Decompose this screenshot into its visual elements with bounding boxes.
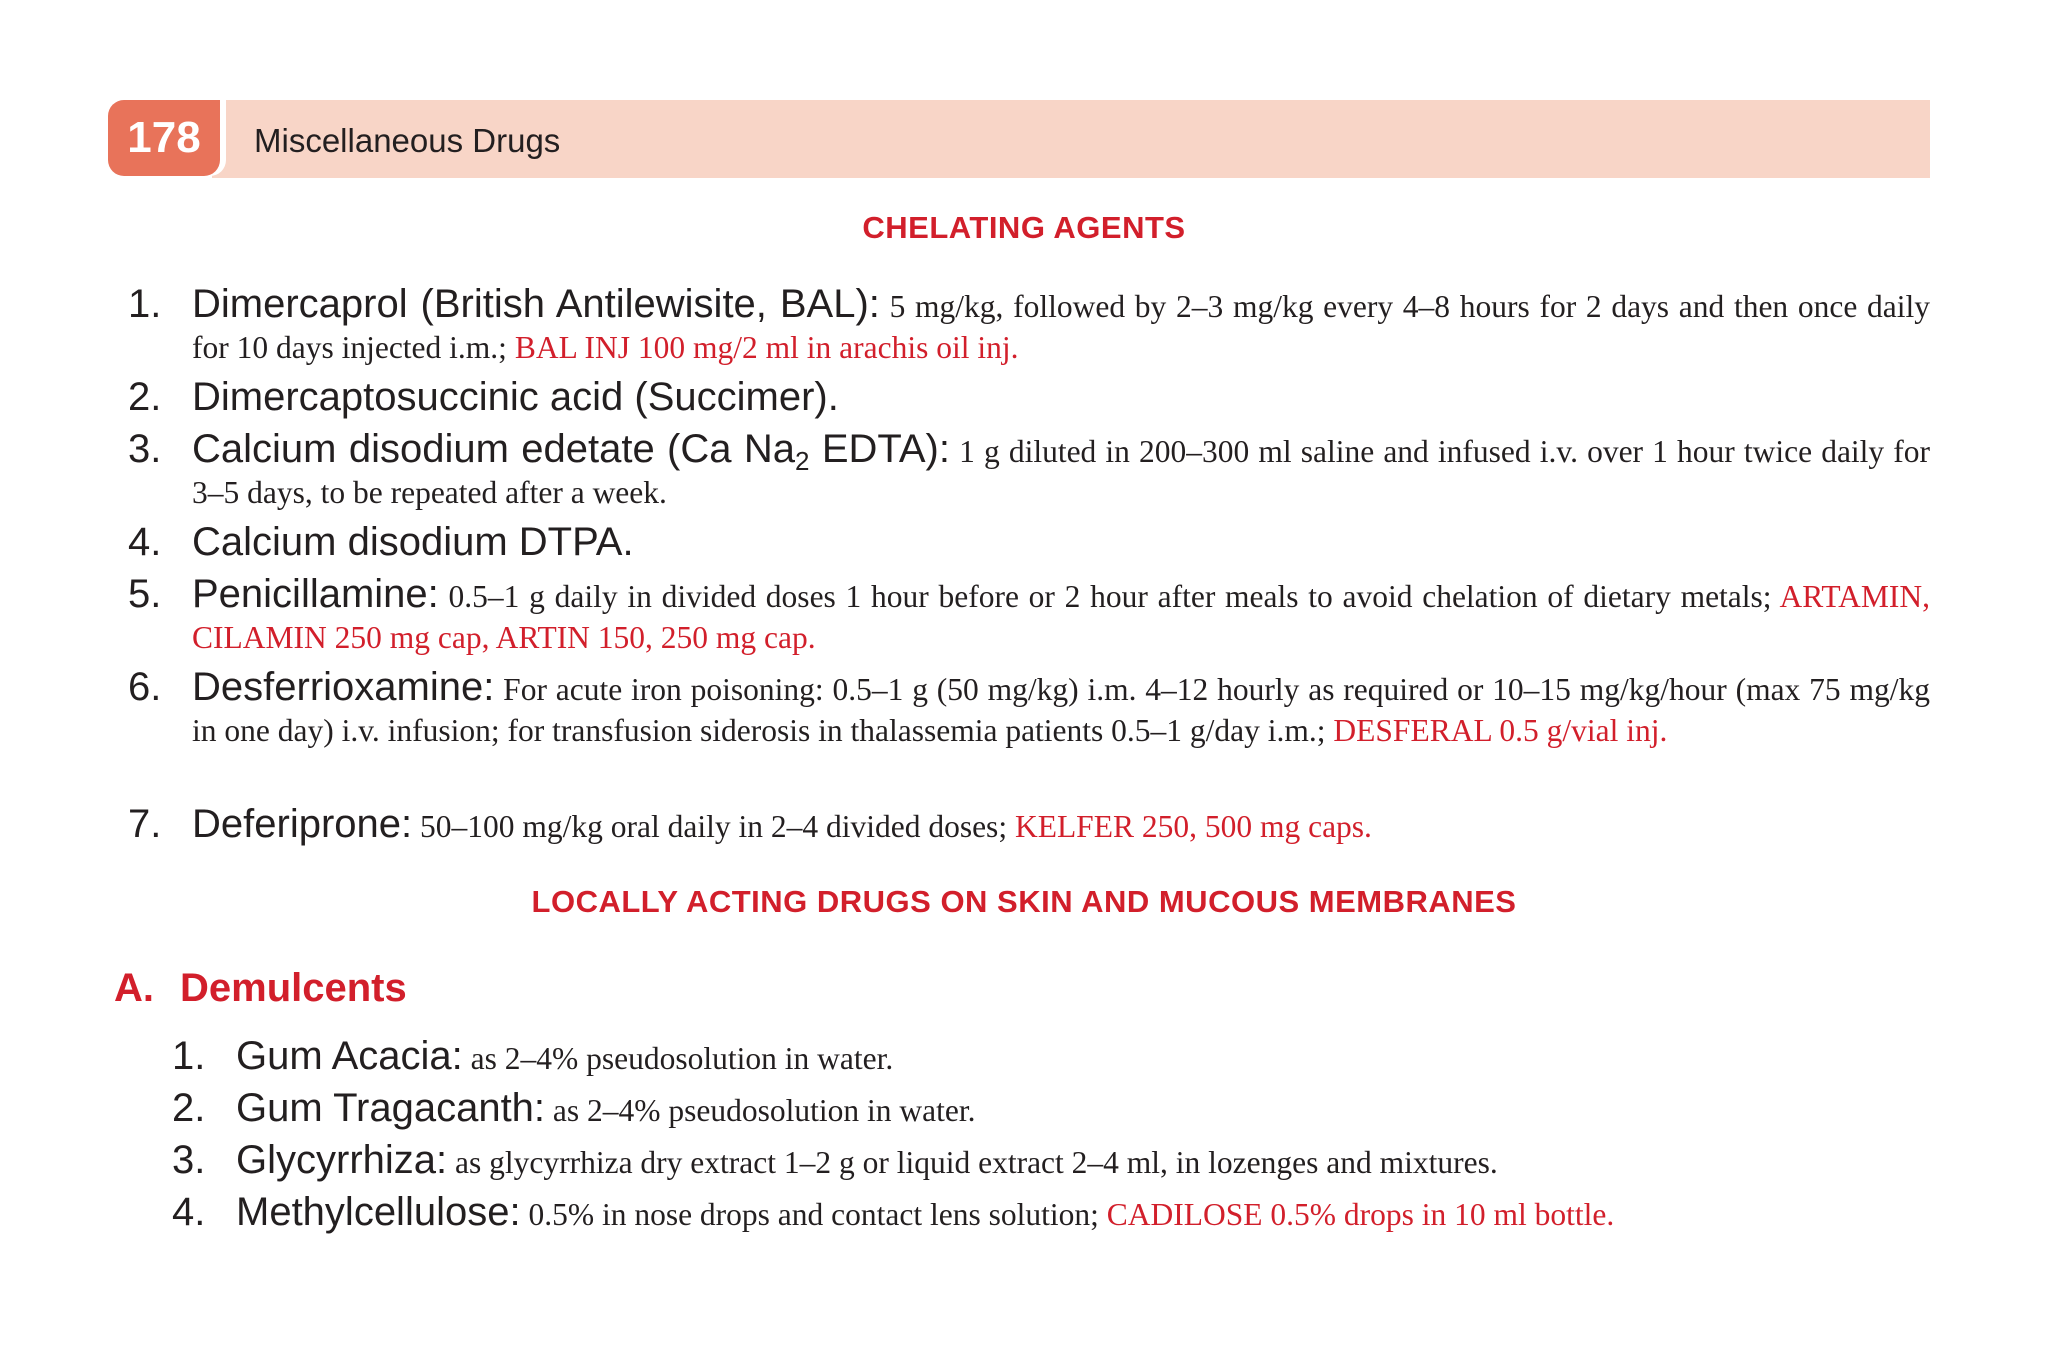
- item-number: 3.: [128, 427, 162, 471]
- list-item: [128, 520, 1930, 565]
- item-number: 2.: [128, 375, 162, 419]
- drug-name: [192, 427, 950, 476]
- brand-preparation: KELFER 250, 500 mg caps.: [1014, 809, 1372, 844]
- list-item: [172, 1138, 1930, 1183]
- item-number: 7.: [128, 802, 162, 846]
- drug-name: Calcium disodium DTPA.: [192, 520, 634, 564]
- item-number: 3.: [172, 1138, 206, 1182]
- drug-name: Gum Tragacanth:: [236, 1086, 546, 1130]
- list-item: [128, 665, 1930, 751]
- list-item: [128, 375, 1930, 420]
- item-number: 4.: [172, 1190, 206, 1234]
- item-number: 6.: [128, 665, 162, 709]
- drug-name: Penicillamine:: [192, 572, 439, 616]
- list-item: [128, 282, 1931, 368]
- section-heading-chelating-agents: CHELATING AGENTS: [862, 210, 1186, 245]
- section-heading-locally-acting-drugs: LOCALLY ACTING DRUGS ON SKIN AND MUCOUS MEMBRANES: [531, 884, 1517, 919]
- subscript: 2: [795, 446, 810, 476]
- subsection-title: Demulcents: [180, 966, 407, 1010]
- drug-name-part: Calcium disodium edetate (Ca Na: [192, 427, 795, 471]
- dosage-detail: as 2–4% pseudosolution in water.: [552, 1093, 976, 1128]
- item-number: 1.: [128, 282, 162, 326]
- dosage-detail: 50–100 mg/kg oral daily in 2–4 divided doses;: [420, 809, 1008, 844]
- brand-preparation: CADILOSE 0.5% drops in 10 ml bottle.: [1106, 1197, 1615, 1232]
- dosage-detail: 5 mg/kg, followed by 2–3 mg/kg every 4–8 hours for 2 days and then once daily for 10 days injected i.m.;: [192, 289, 1931, 365]
- drug-name: Gum Acacia:: [236, 1034, 463, 1078]
- drug-name: Deferiprone:: [192, 802, 413, 846]
- running-title: Miscellaneous Drugs: [254, 122, 561, 159]
- drug-name-part: EDTA):: [809, 427, 950, 471]
- drug-name: Methylcellulose:: [236, 1190, 521, 1234]
- item-number: 1.: [172, 1034, 206, 1078]
- list-item: [172, 1190, 1930, 1235]
- list-item: [128, 802, 1930, 847]
- brand-preparation: BAL INJ 100 mg/2 ml in arachis oil inj.: [514, 330, 1019, 365]
- brand-preparation: ARTAMIN, CILAMIN 250 mg cap, ARTIN 150, 250 mg cap.: [192, 579, 1931, 655]
- drug-name: Glycyrrhiza:: [236, 1138, 448, 1182]
- list-item: [172, 1086, 1930, 1131]
- drug-name: Dimercaptosuccinic acid (Succimer).: [192, 375, 839, 419]
- list-item: [128, 572, 1931, 658]
- brand-preparation: DESFERAL 0.5 g/vial inj.: [1333, 713, 1668, 748]
- dosage-detail: 1 g diluted in 200–300 ml saline and infused i.v. over 1 hour twice daily for 3–5 days, to be repeated after a week.: [192, 434, 1931, 510]
- dosage-detail: 0.5% in nose drops and contact lens solution;: [528, 1197, 1099, 1232]
- item-number: 2.: [172, 1086, 206, 1130]
- page-number-badge: 178: [108, 100, 220, 176]
- subsection-heading-demulcents: [114, 966, 407, 1011]
- item-number: 5.: [128, 572, 162, 616]
- item-number: 4.: [128, 520, 162, 564]
- dosage-detail: as glycyrrhiza dry extract 1–2 g or liquid extract 2–4 ml, in lozenges and mixtures.: [455, 1145, 1498, 1180]
- dosage-detail: 0.5–1 g daily in divided doses 1 hour before or 2 hour after meals to avoid chelation of dietary metals;: [448, 579, 1772, 614]
- drug-name: Dimercaprol (British Antilewisite, BAL):: [192, 282, 880, 326]
- drug-name: Desferrioxamine:: [192, 665, 495, 709]
- list-item: [128, 427, 1931, 513]
- dosage-detail: as 2–4% pseudosolution in water.: [470, 1041, 894, 1076]
- list-item: [172, 1034, 1930, 1079]
- dosage-detail: For acute iron poisoning: 0.5–1 g (50 mg/kg) i.m. 4–12 hourly as required or 10–15 mg/kg/hour (max 75 mg/kg in one day) i.v. infusion; for transfusion siderosis in thalassemia patients 0.5–1 g/day i.m.;: [192, 672, 1930, 748]
- subsection-letter: A.: [114, 966, 154, 1010]
